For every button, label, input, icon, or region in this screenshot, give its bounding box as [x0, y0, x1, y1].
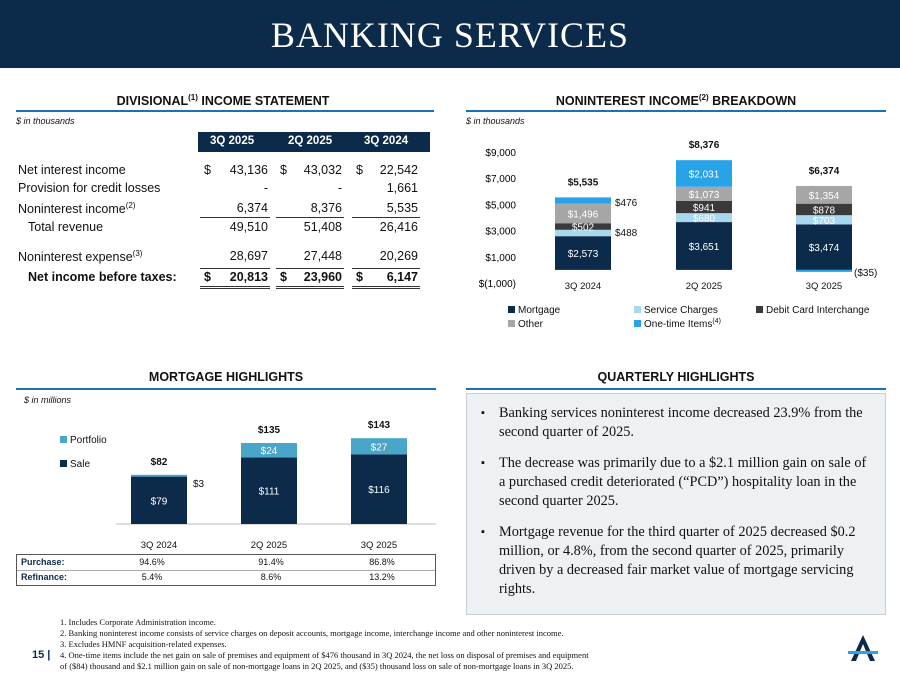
mortgage-chart [16, 410, 436, 552]
legend-label: Other [518, 319, 544, 330]
row-label: Net income before taxes: [28, 270, 177, 284]
y-tick-label: $9,000 [485, 148, 516, 159]
dollar-sign: $ [356, 270, 363, 284]
x-tick-label: 2Q 2025 [250, 540, 288, 551]
total-label: $143 [367, 420, 391, 432]
mortgage-rule [16, 388, 436, 390]
dollar-sign: $ [204, 163, 211, 177]
row-value: 26,416 [379, 220, 418, 234]
y-tick-label: $3,000 [485, 226, 516, 238]
total-rule [200, 268, 270, 269]
purchase-label: Purchase: [21, 557, 65, 567]
data-label: $3,651 [688, 241, 720, 253]
subtotal-rule [200, 217, 270, 218]
quarterly-highlights-box [466, 393, 886, 615]
data-label: $680 [692, 213, 716, 225]
data-label: ($35) [854, 268, 878, 279]
income-statement-unit: $ in thousands [16, 116, 75, 126]
title-banner [0, 0, 900, 68]
noninterest-heading: NONINTEREST INCOME$^{(2)}$ BREAKDOWN [555, 93, 797, 109]
row-label: Noninterest expense$^{(3)}$ [18, 249, 143, 265]
row-value: 22,542 [379, 163, 418, 177]
refinance-label: Refinance: [21, 572, 68, 582]
y-tick-label: $5,000 [485, 200, 516, 212]
income-statement-rule [16, 110, 434, 112]
data-label: $941 [692, 203, 716, 215]
double-rule [352, 288, 420, 289]
data-label: $1,354 [808, 190, 840, 202]
row-label: Noninterest income$^{(2)}$ [18, 201, 136, 217]
row-value: 5,535 [386, 201, 418, 215]
row-value: 8,376 [310, 201, 342, 215]
legend-swatch [634, 306, 641, 313]
double-rule [352, 286, 420, 287]
mortgage-heading: MORTGAGE HIGHLIGHTS [148, 370, 304, 384]
bullet-icon: ▪ [481, 457, 485, 469]
row-value: 20,813 [229, 270, 268, 284]
total-label: $6,374 [808, 165, 840, 177]
noninterest-unit: $ in thousands [466, 116, 525, 126]
data-label: $878 [812, 205, 836, 217]
income-statement-header [198, 132, 430, 152]
legend-swatch [508, 320, 515, 327]
legend-label: One-time Items$^{(4)}$ [644, 318, 721, 330]
bullet-icon: ▪ [481, 407, 485, 419]
row-value: 43,136 [229, 163, 268, 177]
data-label: $2,031 [688, 169, 720, 181]
legend-label: Debit Card Interchange [766, 305, 870, 316]
dollar-sign: $ [204, 270, 211, 284]
legend-label: Sale [70, 459, 91, 470]
x-tick-label: 3Q 2024 [564, 281, 602, 292]
y-tick-label: $7,000 [485, 174, 516, 186]
total-label: $135 [257, 425, 281, 436]
data-label: $111 [258, 486, 280, 498]
mortgage-mix-table [16, 554, 436, 586]
legend-label: Mortgage [518, 305, 561, 316]
col-header-3q2024: 3Q 2024 [364, 135, 409, 147]
data-label: $703 [812, 215, 836, 227]
legend-label: Service Charges [644, 305, 718, 316]
mortgage-unit: $ in millions [24, 395, 72, 405]
y-tick-label: $1,000 [485, 252, 516, 264]
refinance-value: 13.2% [369, 572, 395, 582]
col-header-3q2025: 3Q 2025 [210, 135, 255, 147]
legend-swatch [60, 436, 67, 443]
total-label: $82 [150, 456, 168, 468]
footnote-3: 3. Excludes HMNF acquisition-related expenses. [60, 639, 227, 649]
data-label: $502 [571, 222, 595, 234]
data-label: $3,474 [808, 243, 840, 255]
refinance-value: 5.4% [141, 572, 163, 582]
data-label: $3 [193, 479, 205, 490]
purchase-value: 91.4% [258, 557, 284, 567]
legend-swatch [756, 306, 763, 313]
legend-swatch [508, 306, 515, 313]
dollar-sign: $ [356, 163, 363, 177]
bar-segment [555, 197, 611, 203]
quarterly-rule [466, 388, 886, 390]
row-value: 27,448 [303, 249, 342, 263]
bar-segment [796, 270, 852, 272]
data-label: $116 [368, 485, 390, 497]
dollar-sign: $ [280, 270, 287, 284]
col-header-2q2025: 2Q 2025 [288, 135, 333, 147]
double-rule [276, 288, 344, 289]
total-label: $5,535 [567, 177, 599, 189]
x-tick-label: 3Q 2025 [360, 540, 398, 551]
footnote-2: 2. Banking noninterest income consists of service charges on deposit accounts, mortgage income, interchange income and other noninterest income. [60, 628, 564, 638]
data-label: $2,573 [567, 249, 599, 261]
page-number: 15 | [32, 649, 51, 661]
row-value: 49,510 [229, 220, 268, 234]
bullet-icon: ▪ [481, 526, 485, 538]
row-value: - [263, 181, 268, 195]
row-label: Net interest income [18, 163, 126, 177]
table-divider [17, 570, 435, 571]
row-value: - [337, 181, 342, 195]
x-tick-label: 3Q 2025 [805, 281, 843, 292]
x-tick-label: 3Q 2024 [140, 540, 178, 551]
total-rule [352, 268, 420, 269]
row-value: 43,032 [303, 163, 342, 177]
data-label: $79 [150, 496, 168, 508]
company-logo-icon [846, 633, 880, 663]
legend-label: Portfolio [70, 435, 107, 446]
double-rule [200, 288, 270, 289]
y-tick-label: $(1,000) [478, 279, 516, 290]
x-tick-label: 2Q 2025 [685, 281, 723, 292]
subtotal-rule [352, 217, 420, 218]
row-value: 23,960 [303, 270, 342, 284]
row-value: 51,408 [303, 220, 342, 234]
double-rule [276, 286, 344, 287]
page-title: BANKING SERVICES [270, 15, 630, 55]
footnote-4-cont: of ($84) thousand and $2.1 million gain on sale of non-mortgage loans in 2Q 2025, and ($35) thousand loss on sale of non-mortgage loans in 3Q 2025. [60, 661, 574, 671]
footnote-1: 1. Includes Corporate Administration income. [60, 617, 216, 627]
highlight-item: ▪ Banking services noninterest income decreased 23.9% from the second quarter of 2025. [481, 405, 863, 440]
bar-segment [131, 475, 187, 477]
total-label: $8,376 [688, 140, 720, 152]
noninterest-rule [466, 110, 886, 112]
legend-swatch [60, 460, 67, 467]
dollar-sign: $ [280, 163, 287, 177]
legend-swatch [634, 320, 641, 327]
footnote-4: 4. One-time items include the net gain on sale of premises and equipment of $476 thousand in 3Q 2024, the net loss on disposal of premises and equipment [60, 650, 589, 660]
income-statement-heading: DIVISIONAL$^{(1)}$ INCOME STATEMENT [116, 93, 330, 109]
row-value: 1,661 [386, 181, 418, 195]
refinance-value: 8.6% [260, 572, 282, 582]
row-value: 6,147 [386, 270, 418, 284]
total-rule [276, 268, 344, 269]
highlight-item: ▪ Mortgage revenue for the third quarter of 2025 decreased $0.2 million, or 4.8%, from the second quarter of 2025, primarily driven by a decreased fair market value of mortgage servicing rights. [481, 524, 856, 597]
row-value: 28,697 [229, 249, 268, 263]
purchase-value: 86.8% [369, 557, 395, 567]
row-label: Total revenue [28, 220, 104, 234]
data-label: $476 [615, 198, 638, 209]
highlight-item: ▪ The decrease was primarily due to a $2.1 million gain on sale of a purchased credit deteriorated (“PCD”) hospitality loan in the second quarter 2025. [481, 455, 867, 509]
row-value: 6,374 [236, 201, 268, 215]
subtotal-rule [276, 217, 344, 218]
data-label: $1,073 [688, 189, 720, 201]
data-label: $488 [615, 228, 638, 239]
row-value: 20,269 [379, 249, 418, 263]
quarterly-heading: QUARTERLY HIGHLIGHTS [597, 370, 755, 384]
purchase-value: 94.6% [139, 557, 165, 567]
double-rule [200, 286, 270, 287]
data-label: $24 [260, 446, 278, 458]
noninterest-chart [466, 130, 886, 335]
data-label: $1,496 [567, 209, 599, 221]
data-label: $27 [370, 442, 388, 454]
row-label: Provision for credit losses [18, 181, 161, 195]
